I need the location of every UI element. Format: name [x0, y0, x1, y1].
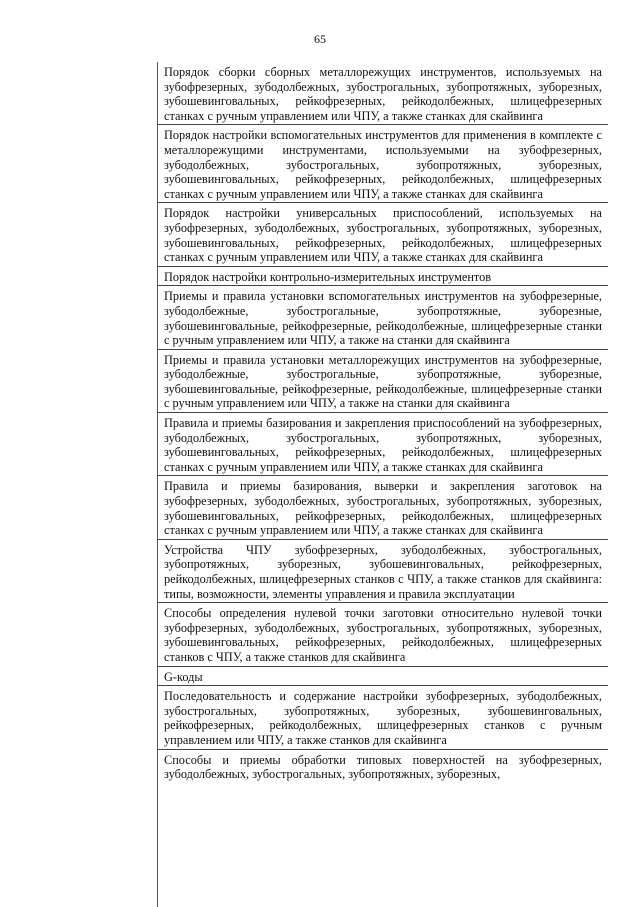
row-text: Приемы и правила установки металлорежущих инструментов на зубофрезерные, зубодолбежные, зубострогальные, зубопротяжные, зуборезные, зубошевинговальные, рейкофрезерные, рейкодолбежные, шлицефрезерные станки с ручным управлением или ЧПУ, а также на станки для скайвинга: [164, 352, 602, 411]
table-row: [158, 667, 608, 687]
row-text: Порядок настройки вспомогательных инструментов для применения в комплекте с металлорежущими инструментами, используемыми на зубофрезерных, зубодолбежных, зубострогальных, зубопротяжных, зуборезных, зубошевинговальных, рейкофрезерных, рейкодолбежных, шлицефрезерных станках с ручным управлением или ЧПУ, а также станках для скайвинга: [164, 128, 602, 201]
table-row: [158, 267, 608, 287]
table-row: [158, 62, 608, 125]
table-row: [158, 476, 608, 539]
row-text: Правила и приемы базирования и закрепления приспособлений на зубофрезерных, зубодолбежных, зубострогальных, зубопротяжных, зуборезных, зубошевинговальных, рейкофрезерных, рейкодолбежных, шлицефрезерных станках с ручным управлением или ЧПУ, а также станках для скайвинга: [164, 416, 602, 474]
row-text: Порядок настройки контрольно-измерительных инструментов: [164, 269, 492, 284]
page-number: 65: [314, 32, 326, 46]
table-row: [158, 350, 608, 413]
table-row: [158, 203, 608, 266]
row-text: G-коды: [164, 669, 203, 684]
row-text: Последовательность и содержание настройки зубофрезерных, зубодолбежных, зубострогальных, зубопротяжных, зуборезных, зубошевинговальных, рейкофрезерных, рейкодолбежных, шлицефрезерных станков с ручным управлением или ЧПУ, а также станков для скайвинга: [164, 689, 602, 747]
row-text: Порядок настройки универсальных приспособлений, используемых на зубофрезерных, зубодолбежных, зубострогальных, зубопротяжных, зуборезных, зубошевинговальных, рейкофрезерных, рейкодолбежных, шлицефрезерных станках с ручным управлением или ЧПУ, а также станках для скайвинга: [164, 206, 602, 265]
knowledge-table: [158, 62, 608, 783]
row-text: Правила и приемы базирования, выверки и закрепления заготовок на зубофрезерных, зубодолбежных, зубострогальных, зубопротяжных, зуборезных, зубошевинговальных, рейкофрезерных, рейкодолбежных, шлицефрезерных станках с ручным управлением или ЧПУ, а также станках для скайвинга: [164, 479, 602, 538]
table-row: [158, 686, 608, 749]
table-row: [158, 413, 608, 476]
row-text: Способы определения нулевой точки заготовки относительно нулевой точки зубофрезерных, зубодолбежных, зубострогальных, зубопротяжных, зуборезных, зубошевинговальных, рейкофрезерных, рейкодолбежных, шлицефрезерных станков с ЧПУ, а также станков для скайвинга: [164, 606, 602, 664]
row-text: Способы и приемы обработки типовых поверхностей на зубофрезерных, зубодолбежных, зубострогальных, зубопротяжных, зуборезных,: [164, 752, 602, 782]
table-row: [158, 540, 608, 603]
table-row: [158, 125, 608, 203]
table-row: [158, 750, 608, 783]
row-text: Порядок сборки сборных металлорежущих инструментов, используемых на зубофрезерных, зубодолбежных, зубострогальных, зубопротяжных, зуборезных, зубошевинговальных, рейкофрезерных, рейкодолбежных, шлицефрезерных станках с ручным управлением или ЧПУ, а также станках для скайвинга: [164, 65, 602, 123]
row-text: Устройства ЧПУ зубофрезерных, зубодолбежных, зубострогальных, зубопротяжных, зуборезных, зубошевинговальных, рейкофрезерных, рейкодолбежных, шлицефрезерных станков с ЧПУ, а также станков для скайвинга: типы, возможности, элементы управления и правила эксплуатации: [164, 542, 602, 601]
row-text: Приемы и правила установки вспомогательных инструментов на зубофрезерные, зубодолбежные, зубострогальные, зубопротяжные, зуборезные, зубошевинговальные, рейкофрезерные, рейкодолбежные, шлицефрезерные станки с ручным управлением или ЧПУ, а также на станки для скайвинга: [164, 289, 602, 348]
table-row: [158, 603, 608, 666]
table-row: [158, 286, 608, 349]
